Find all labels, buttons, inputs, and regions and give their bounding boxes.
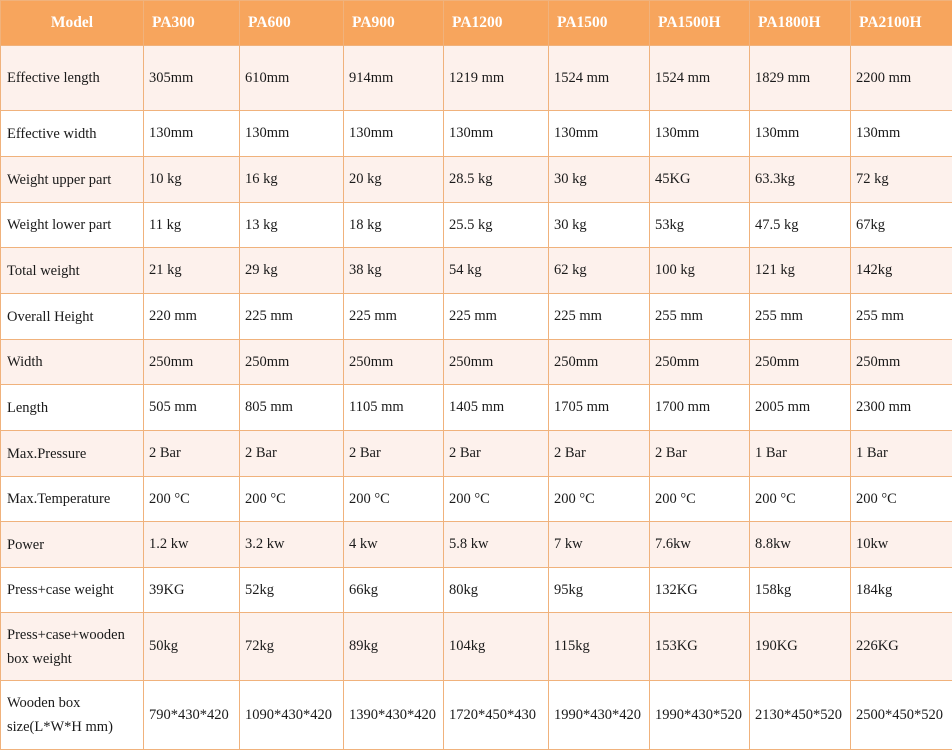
table-cell: 7 kw [549,522,650,568]
table-cell: 1720*450*430 [444,681,549,750]
table-row [1,477,952,522]
table-cell: 142kg [851,248,952,294]
table-cell: 1 Bar [750,431,851,477]
row-label: Press+case+wooden box weight [1,613,144,681]
table-cell: 2130*450*520 [750,681,851,750]
table-cell: 1.2 kw [144,522,240,568]
header-cell-pa600: PA600 [240,1,344,46]
table-cell: 132KG [650,568,750,613]
table-cell: 16 kg [240,157,344,203]
table-cell: 790*430*420 [144,681,240,750]
table-cell: 4 kw [344,522,444,568]
table-cell: 200 °C [240,477,344,522]
table-cell: 1105 mm [344,385,444,431]
table-cell: 1219 mm [444,46,549,111]
row-label: Max.Pressure [1,431,144,477]
table-cell: 13 kg [240,203,344,248]
table-row [1,340,952,385]
table-cell: 130mm [549,111,650,157]
table-cell: 2005 mm [750,385,851,431]
table-row [1,431,952,477]
table-cell: 250mm [650,340,750,385]
row-label: Wooden box size(L*W*H mm) [1,681,144,750]
table-cell: 3.2 kw [240,522,344,568]
table-cell: 121 kg [750,248,851,294]
table-cell: 184kg [851,568,952,613]
table-cell: 130mm [144,111,240,157]
table-cell: 62 kg [549,248,650,294]
header-cell-pa2100h: PA2100H [851,1,952,46]
table-row [1,681,952,750]
row-label: Total weight [1,248,144,294]
table-cell: 1700 mm [650,385,750,431]
table-cell: 100 kg [650,248,750,294]
table-cell: 225 mm [344,294,444,340]
table-cell: 610mm [240,46,344,111]
table-cell: 130mm [240,111,344,157]
table-cell: 1829 mm [750,46,851,111]
table-cell: 226KG [851,613,952,681]
table-cell: 72 kg [851,157,952,203]
table-cell: 50kg [144,613,240,681]
table-cell: 38 kg [344,248,444,294]
table-cell: 250mm [851,340,952,385]
table-cell: 225 mm [444,294,549,340]
table-cell: 39KG [144,568,240,613]
table-cell: 2300 mm [851,385,952,431]
table-cell: 45KG [650,157,750,203]
table-cell: 225 mm [240,294,344,340]
table-cell: 250mm [549,340,650,385]
table-cell: 54 kg [444,248,549,294]
table-cell: 130mm [650,111,750,157]
row-label: Effective length [1,46,144,111]
table-cell: 158kg [750,568,851,613]
table-cell: 255 mm [650,294,750,340]
table-cell: 250mm [344,340,444,385]
table-cell: 305mm [144,46,240,111]
table-cell: 11 kg [144,203,240,248]
table-cell: 72kg [240,613,344,681]
table-cell: 255 mm [750,294,851,340]
row-label: Power [1,522,144,568]
table-cell: 130mm [750,111,851,157]
row-label: Length [1,385,144,431]
table-cell: 2 Bar [144,431,240,477]
table-row [1,157,952,203]
table-cell: 29 kg [240,248,344,294]
table-cell: 805 mm [240,385,344,431]
table-cell: 7.6kw [650,522,750,568]
table-cell: 1405 mm [444,385,549,431]
table-cell: 190KG [750,613,851,681]
table-row [1,203,952,248]
table-header [1,1,952,46]
table-cell: 250mm [240,340,344,385]
table-cell: 67kg [851,203,952,248]
header-cell-pa1500: PA1500 [549,1,650,46]
table-row [1,111,952,157]
table-cell: 10 kg [144,157,240,203]
table-cell: 255 mm [851,294,952,340]
table-cell: 200 °C [144,477,240,522]
table-cell: 250mm [444,340,549,385]
table-cell: 2 Bar [240,431,344,477]
table-cell: 505 mm [144,385,240,431]
table-cell: 2 Bar [650,431,750,477]
table-cell: 2 Bar [444,431,549,477]
table-cell: 153KG [650,613,750,681]
table-cell: 1990*430*520 [650,681,750,750]
header-cell-model: Model [1,1,144,46]
row-label: Effective width [1,111,144,157]
table-cell: 130mm [851,111,952,157]
table-cell: 250mm [750,340,851,385]
table-cell: 220 mm [144,294,240,340]
header-cell-pa1800h: PA1800H [750,1,851,46]
table-cell: 1524 mm [650,46,750,111]
table-cell: 130mm [444,111,549,157]
table-cell: 1524 mm [549,46,650,111]
table-cell: 200 °C [650,477,750,522]
table-cell: 28.5 kg [444,157,549,203]
table-cell: 20 kg [344,157,444,203]
table-cell: 25.5 kg [444,203,549,248]
table-cell: 2200 mm [851,46,952,111]
table-cell: 200 °C [750,477,851,522]
table-cell: 225 mm [549,294,650,340]
table-row [1,568,952,613]
table-cell: 8.8kw [750,522,851,568]
table-body [1,46,952,750]
header-row [1,1,952,46]
table-cell: 2 Bar [344,431,444,477]
table-row [1,248,952,294]
header-cell-pa900: PA900 [344,1,444,46]
table-cell: 1705 mm [549,385,650,431]
table-cell: 2500*450*520 [851,681,952,750]
table-row [1,613,952,681]
table-row [1,385,952,431]
table-cell: 250mm [144,340,240,385]
table-cell: 200 °C [344,477,444,522]
header-cell-pa300: PA300 [144,1,240,46]
table-cell: 1990*430*420 [549,681,650,750]
row-label: Press+case weight [1,568,144,613]
table-cell: 30 kg [549,203,650,248]
table-cell: 1090*430*420 [240,681,344,750]
table-cell: 66kg [344,568,444,613]
table-cell: 130mm [344,111,444,157]
table-cell: 95kg [549,568,650,613]
table-cell: 18 kg [344,203,444,248]
row-label: Weight lower part [1,203,144,248]
table-cell: 104kg [444,613,549,681]
row-label: Width [1,340,144,385]
table-cell: 914mm [344,46,444,111]
table-cell: 115kg [549,613,650,681]
table-cell: 21 kg [144,248,240,294]
table-cell: 1390*430*420 [344,681,444,750]
table-cell: 5.8 kw [444,522,549,568]
table-row [1,294,952,340]
row-label: Weight upper part [1,157,144,203]
header-cell-pa1200: PA1200 [444,1,549,46]
table-cell: 200 °C [444,477,549,522]
table-cell: 10kw [851,522,952,568]
header-cell-pa1500h: PA1500H [650,1,750,46]
table-cell: 89kg [344,613,444,681]
table-cell: 47.5 kg [750,203,851,248]
table-cell: 52kg [240,568,344,613]
table-cell: 80kg [444,568,549,613]
table-cell: 53kg [650,203,750,248]
table-cell: 30 kg [549,157,650,203]
row-label: Max.Temperature [1,477,144,522]
table-row [1,522,952,568]
table-cell: 1 Bar [851,431,952,477]
table-cell: 200 °C [851,477,952,522]
row-label: Overall Height [1,294,144,340]
table-cell: 200 °C [549,477,650,522]
table-cell: 2 Bar [549,431,650,477]
table-row [1,46,952,111]
table-cell: 63.3kg [750,157,851,203]
